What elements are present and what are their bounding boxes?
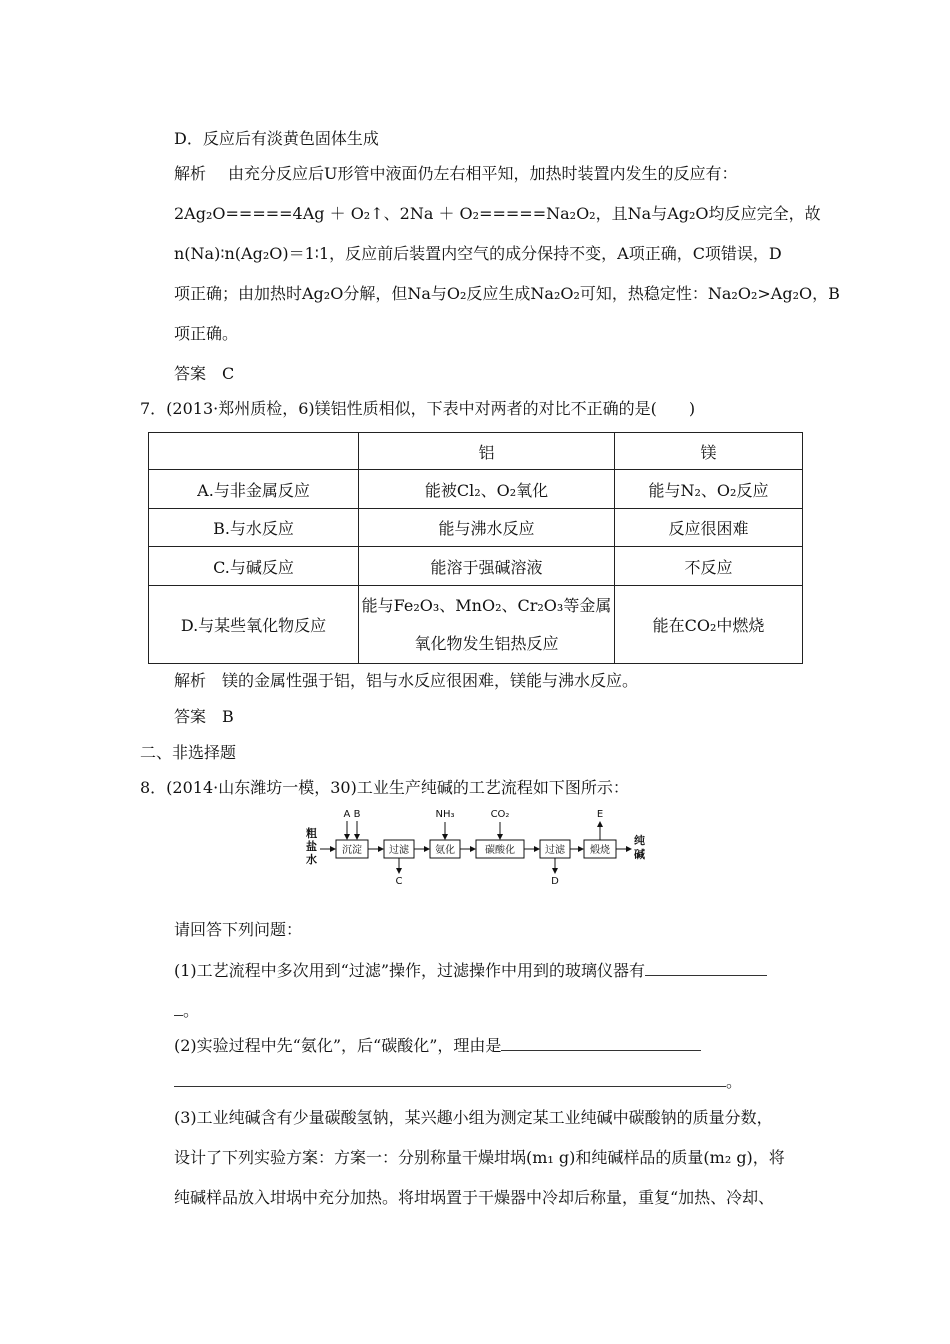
analysis-token: 全: [772, 204, 789, 223]
q8-part1-text: (1)工艺流程中多次用到“过滤”操作，过滤操作中用到的玻璃仪器有: [174, 961, 646, 980]
flow-input-char: 粗: [306, 827, 317, 840]
answer-blank[interactable]: [501, 1034, 701, 1051]
q8-part1-cont: [174, 999, 199, 1022]
q8-part3-line-1: (3)工业纯碱含有少量碳酸氢钠，某兴趣小组为测定某工业纯碱中碳酸钠的质量分数，: [174, 1108, 773, 1127]
flow-step-label: 过滤: [545, 845, 565, 856]
table-cell: 反应很困难: [615, 509, 803, 547]
table-cell: 能被Cl₂、O₂氧化: [359, 470, 615, 509]
analysis-line-1: [174, 163, 738, 185]
analysis-token: 2Na ＋ O₂=====Na₂O₂: [399, 204, 596, 223]
table-cell: D.与某些氧化物反应: [149, 586, 359, 664]
q8-part2: [174, 1034, 701, 1057]
table-header-mg: 镁: [615, 433, 803, 470]
table-row: [149, 547, 803, 586]
q8-part1: [174, 959, 767, 982]
answer-blank[interactable]: [174, 999, 183, 1016]
flow-input-char: 水: [306, 853, 317, 866]
answer-blank[interactable]: [174, 1070, 726, 1087]
table-cell-line: 能与Fe₂O₃、MnO₂、Cr₂O₃等金属: [361, 595, 612, 615]
table-row: [149, 470, 803, 509]
q8-part3-line-2: 设计了下列实验方案：方案一：分别称量干燥坩埚(m₁ g)和纯碱样品的质量(m₂ g)，将: [174, 1148, 785, 1167]
analysis-token: Na: [627, 204, 652, 223]
flow-input-co2: CO₂: [490, 809, 510, 820]
answer-blank[interactable]: [645, 959, 767, 976]
flow-output-d: D: [551, 876, 559, 887]
flow-input-nh3: NH₃: [435, 809, 455, 820]
comparison-table: [148, 432, 803, 664]
table-row: [149, 586, 803, 664]
analysis-token: 故: [804, 204, 821, 223]
flow-output-char: 碱: [634, 848, 645, 861]
analysis-line-2: [174, 203, 821, 225]
table-header-empty: [149, 433, 359, 470]
table-cell: 能溶于强碱溶液: [359, 547, 615, 586]
flow-step-label: 过滤: [389, 845, 409, 856]
analysis-line-3: n(Na)∶n(Ag₂O)＝1∶1，反应前后装置内空气的成分保持不变，A项正确，C项错误，D: [174, 244, 782, 263]
analysis-label: 解析: [174, 164, 207, 183]
flow-step-label: 氨化: [435, 845, 455, 856]
analysis-token: Ag₂O: [667, 204, 709, 223]
table-cell: 能与沸水反应: [359, 509, 615, 547]
flow-input-char: 盐: [306, 840, 317, 853]
flow-step-label: 煅烧: [590, 845, 610, 856]
table-cell: A.与非金属反应: [149, 470, 359, 509]
analysis-text: 由充分反应后U形管中液面仍左右相平知，加热时装置内发生的反应有：: [228, 164, 738, 183]
analysis-line-5: 项正确。: [174, 324, 239, 343]
analysis-token: 完: [756, 204, 773, 223]
table-header-row: [149, 433, 803, 470]
analysis-token: ，: [788, 204, 805, 223]
table-cell: C.与碱反应: [149, 547, 359, 586]
q8-part2-cont: [174, 1070, 742, 1093]
q8-part3-line-3: 纯碱样品放入坩埚中充分加热。将坩埚置于干燥器中冷却后称量，重复“加热、冷却、: [174, 1188, 775, 1207]
analysis-token: 均: [708, 204, 725, 223]
option-d: D．反应后有淡黄色固体生成: [174, 129, 379, 148]
flow-step-label: 沉淀: [342, 845, 362, 856]
table-cell: B.与水反应: [149, 509, 359, 547]
table-row: [149, 509, 803, 547]
analysis-token: 2Ag₂O=====4Ag ＋ O₂↑: [174, 204, 384, 223]
flow-input-ab: A B: [343, 809, 361, 820]
analysis-token: 与: [651, 204, 668, 223]
table-cell: 不反应: [615, 547, 803, 586]
flow-output-c: C: [395, 876, 403, 887]
flow-output-e: E: [596, 809, 604, 820]
q7-analysis: 解析 镁的金属性强于铝，铝与水反应很困难，镁能与沸水反应。: [174, 671, 639, 690]
flow-output-char: 纯: [634, 834, 645, 847]
q8-prompt: 请回答下列问题：: [174, 920, 303, 939]
q8-stem: 8．(2014·山东潍坊一模，30)工业生产纯碱的工艺流程如下图所示：: [140, 778, 629, 797]
process-flow-diagram: [300, 804, 650, 890]
analysis-token: ，: [595, 204, 612, 223]
answer-q6: 答案 C: [174, 364, 235, 383]
section-title: 二、非选择题: [140, 743, 237, 762]
q8-part2-end: 。: [726, 1072, 743, 1091]
q8-part1-end: 。: [183, 1001, 200, 1020]
flow-step-label: 碳酸化: [485, 845, 515, 856]
analysis-token: 且: [611, 204, 628, 223]
analysis-token: 、: [383, 204, 400, 223]
table-cell-line: 氧化物发生铝热反应: [414, 633, 559, 653]
table-header-al: 铝: [359, 433, 615, 470]
q8-part2-text: (2)实验过程中先“氨化”，后“碳酸化”，理由是: [174, 1036, 502, 1055]
analysis-line-4: 项正确；由加热时Ag₂O分解，但Na与O₂反应生成Na₂O₂可知，热稳定性：Na₂O₂>Ag₂O，B: [174, 284, 840, 303]
table-cell: 能在CO₂中燃烧: [615, 586, 803, 664]
table-cell: [359, 586, 615, 664]
table-cell: 能与N₂、O₂反应: [615, 470, 803, 509]
q7-stem: 7．(2013·郑州质检，6)镁铝性质相似，下表中对两者的对比不正确的是( ): [140, 399, 696, 418]
analysis-token: 反: [724, 204, 741, 223]
analysis-token: 应: [740, 204, 757, 223]
answer-q7: 答案 B: [174, 707, 234, 726]
